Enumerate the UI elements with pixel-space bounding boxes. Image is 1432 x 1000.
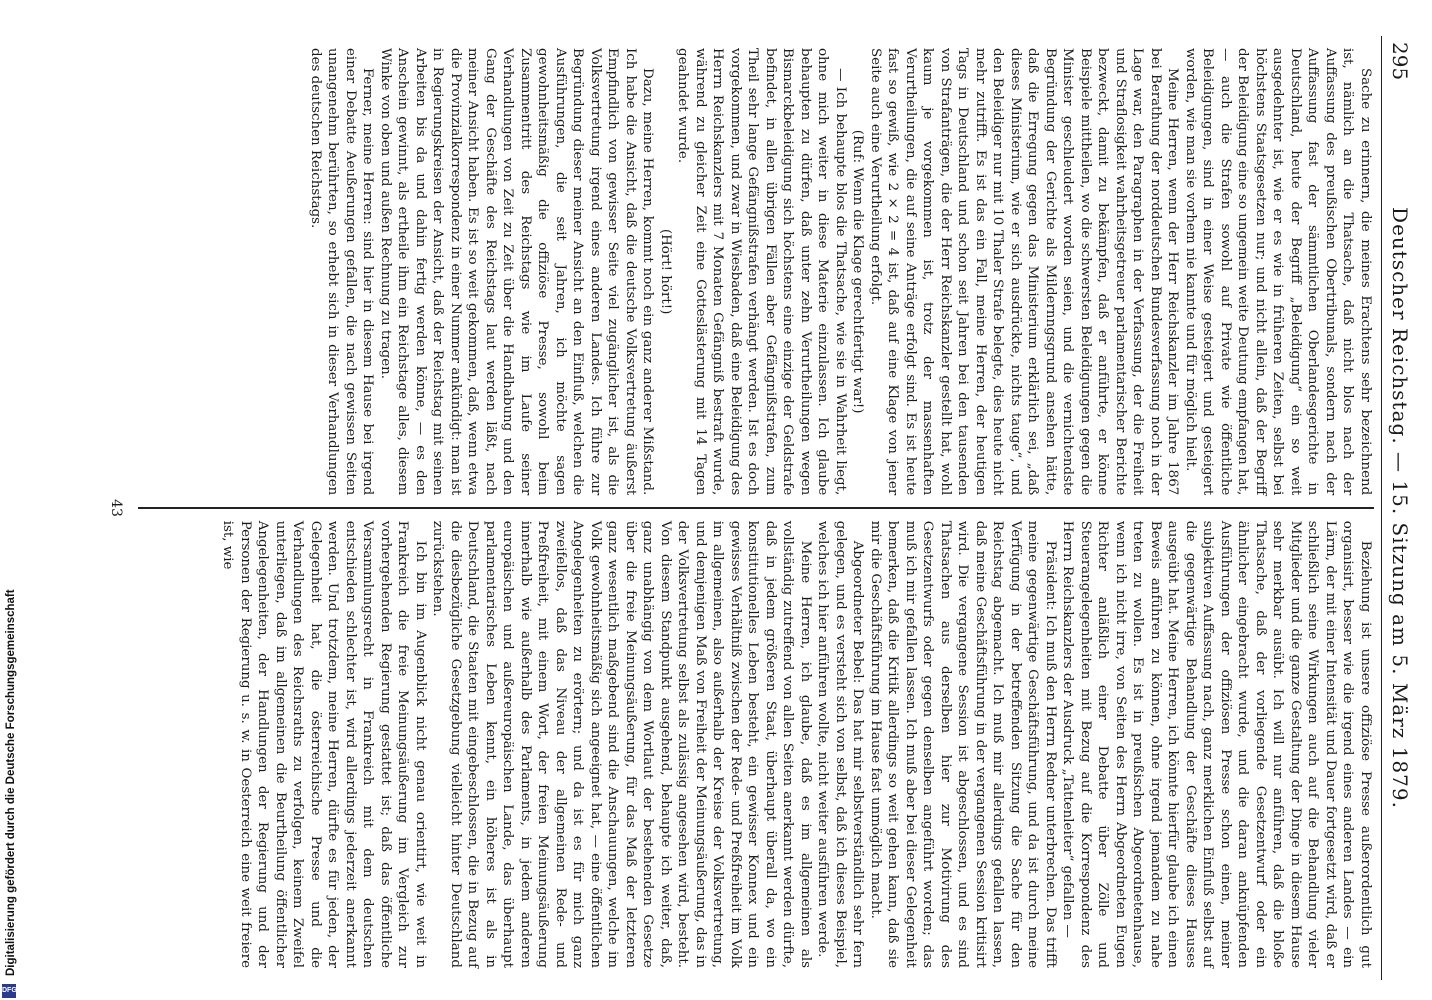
paragraph: Meine Herren, wenn der Herr Reichskanzler im Jahre 1867 bei Berathung der norddeutschen Bundesverfassung noch in der Lage war, den Paragraphen in der Verfassung, der die Freiheit und Straflosigkeit wahrheitsgetreuer parlamentarischer Berichte bezweckt, damit zu bekämpfen, daß er anführte, er könne Beispiele mittheilen, wo die schwersten Beleidigungen gegen die Minister geschleudert worden seien, und die vernichtendste Begründung der Gerichte als Mildernngsgrund ansehen hätte, daß die Erregung gegen das Ministerium erklärlich sei, „daß dieses Ministerium, wie er sich ausdrückte, nichts tauge“, und den Beleidiger nur mit 10 Thaler Strafe belegte, dies heute nicht mehr zutrifft. Es ist das ein Fall, meine Herren, der heutigen Tags in Deutschland und schon seit Jahren bei den tausenden von Strafanträgen, die der Herr Reichskanzler gestellt hat, wohl kaum je vorgekommen ist, trotz der massenhaften Verurtheilungen, die auf seine Anträge erfolgt sind. Es ist heute fast so gewiß, wie 2 × 2 = 4 ist, daß auf eine Klage von jener Seite auch eine Verurtheilung erfolgt. (868, 48, 1181, 496)
paragraph: Ich bin im Augenblick nicht genau orientirt, wie weit in Frankreich die freie Meinungsäußerung im Vergleich zur vorhergehenden Regierung gestattet ist; daß das öffentliche Versammlungsrecht in Frankreich mit dem deutschen entschieden schlechter ist, wird allerdings jederzeit anerkannt werden. Und trotzdem, meine Herren, dürfte es für jeden, der Gelegenheit hat, die österreichische Presse und die Verhandlungen des Reichsraths zu verfolgen, keinem Zweifel unterliegen, daß im allgemeinen die Beurtheilung öffentlicher Angelegenheiten, der Handlungen der Regierung und der Personen der Regierung u. s. w. in Oesterreich eine weit freiere ist, wie (220, 520, 428, 968)
paragraph: Abgeordneter Bebel: Das hat mir selbstverständlich sehr fern gelegen, und es versteht sich von selbst, daß ich dieses Beispiel, welches ich hier anführen wollte, nicht weiter ausführen werde. (815, 520, 866, 968)
digitization-note-text: Digitalisierung gefördert durch die Deutsche Forschungsgemeinschaft (5, 589, 17, 976)
text-columns (138, 36, 1374, 980)
rotated-document-page (68, 18, 1418, 998)
dfg-logo-icon: DFG (2, 984, 16, 998)
paragraph: Sache zu erinnern, die meines Erachtens sehr bezeichnend ist, nämlich an die Thatsache, daß nicht blos nach der Auffassung des preußischen Obertribunals, sondern nach der Auffassung fast der sämmtlichen Oberlandesgerichte in Deutschland, heute der Begriff „Beleidigung“ ein so weit ausgedehnter ist, wie er es wie in früheren Zeiten, selbst bei höchstens Staatsgesetzen nur; und nicht allein, daß der Begriff der Beleidigung eine so ungemein weite Deutung empfangen hat, — auch die Strafen sowohl auf Private wie öffentliche Beleidigungen, sind in einer Weise gesteigert und gesteigert worden, wie man sie vorhem nie kannte und für möglich hielt. (1183, 48, 1373, 496)
paragraph: Ferner, meine Herren: sind hier in diesem Hause bei irgend einer Debatte Aeußerungen gefallen, die nach gewissen Seiten unangenehm berührten, so erhebt sich in dieser Verhandlungen des deutschen Reichstags. (308, 48, 376, 496)
paragraph: Dazu, meine Herren, kommt noch ein ganz anderer Mißstand. Ich habe die Ansicht, daß die deutsche Volksvertretung äußerst Empfindlich von gewisser Seite viel zugänglicher ist, als die Volksvertretung irgend eines anderen Landes. Ich führe zur Begründung dieser meiner Ansicht an den Einfluß, welchen die Ausführungen, die seit Jahren, ich möchte sagen gewohnheitsmäßig die offiziöse Presse, sowohl beim Zusammentritt des Reichstags wie im Laufe seiner Verhandlungen von Zeit zu Zeit über die Handhabung und den Gang der Geschäfte des Reichstags laut werden läßt, nach meiner Ansicht haben. Es ist so weit gekommen, daß, wenn etwa die Provinzialkorrespondenz in einer Nummer ankündigt: man ist in Regierungskreisen der Ansicht, daß der Reichstag mit seinen Arbeiten bis da und dahin fertig werden könne, — es den Anschein gewinnt, als ertheile ihm ein Reichstage alles, diesem Winke von oben und außen Rechnung zu tragen. (378, 48, 656, 496)
sheet-number: 43 (108, 499, 124, 517)
page-header (1381, 36, 1418, 980)
digitization-note (4, 11, 18, 996)
paragraph: Präsident: Ich muß den Herrn Redner unterbrechen. Das trifft meine gegenwärtige Geschäftsführung, und da ist durch meine Verfügung in der betreffenden Sitzung die Sache für den Reichstag abgemacht. Ich muß mir allerdings gefallen lassen, daß meine Geschäftsführung in der vergangenen Session kritisirt wird. Die vergangene Session ist abgeschlossen, und es sind Thatsachen aus derselben hier zur Motivirung des Gesetzentwurfs oder gegen denselben angeführt worden; das muß ich mir gefallen lassen. Ich muß aber bei dieser Gelegenheit bemerken, daß die Kritik allerdings so weit gehen kann, daß sie mir die Geschäftsführung im Hause fast unmöglich macht. (868, 520, 1058, 968)
left-column (138, 36, 1374, 507)
running-title: Deutscher Reichstag. — 15. Sitzung am 5. März 1879. (1388, 207, 1412, 809)
paragraph: — Ich behaupte blos die Thatsache, wie sie in Wahrheit liegt, ohne mich weiter in diese Materie einzulassen. Ich glaube behaupten zu dürfen, daß unter zehn Verurtheilungen wegen Bismarckbeleidigung sich höchstens eine einzige der Geldstrafe befindet, in allen übrigen Fällen aber Gefängnißstrafen, zum Theil sehr lange Gefängnißstrafen verhängt werden. Ist es doch vorgekommen, und zwar in Wiesbaden, daß eine Beleidigung des Herrn Reichskanzlers mit 7 Monaten Gefängniß bestraft wurde, während zu gleicher Zeit eine Gotteslästerung mit 14 Tagen geahndet wurde. (675, 48, 848, 496)
right-column (138, 509, 1374, 980)
interjection: (Hört! hört!) (658, 228, 673, 315)
paragraph: Meine Herren, ich glaube, daß es im allgemeinen als vollständig zutreffend von allen Seiten anerkannt werden dürfte, daß in jedem größeren Staat, überhaupt überall da, wo ein konstitutionelles Leben besteht, ein gewisser Konnex und ein gewisses Verhältniß zwischen der Rede- und Preßfreiheit im Volk im allgemeinen, also außerhalb der Kreise der Volksvertretung, und demjenigen Maß von Freiheit der Meinungsäußerung, das in der Volksvertretung selbst als zulässig angesehen wird, besteht. Von diesem Standpunkt ausgehend, behaupte ich weiter, daß, ganz unabhängig von dem Wortlaut der bestehenden Gesetze über die freie Meinungsäußerung, für das Maß der letzteren ganz wesentlich maßgebend sind die Anschauungen, welche im Volk gewohnheitsmäßig sich angeeignet hat, — eine öffentlichen Angelegenheiten zu erörtern; und da ist es für mich ganz zweifellos, daß das Niveau der allgemeinen Rede- und Preßfreiheit, mit einem Wort, der freien Meinungsäußerung innerhalb wie außerhalb des Parlaments, in jedem anderen europäischen und außereuropäischen Lande, das überhaupt parlamentarisches Leben kennt, ein höheres ist als in Deutschland, die Staaten mit eingebeschlossen, die in Bezug auf die diesbezügliche Gesetzgebung vielleicht hinter Deutschland zurückstehen. (430, 520, 813, 968)
paragraph: Beziehung ist unsere offiziöse Presse außerordentlich gut organisirt, besser wie die irgend eines anderen Landes — ein Lärm, der mit einer Intensität und Dauer fortgesetzt wird, daß er schließlich seine Wirkungen auch auf die Behandlung vieler Mitglieder und die ganze Gestaltung der Dinge in diesem Hause sehr merkbar ausübt. Ich will nur anführen, daß die bloße Thatsache, daß der vorliegende Gesetzentwurf oder ein ähnlicher eingebracht wurde, und die daran anknüpfenden Ausführungen der offiziösen Presse schon einen, meiner subjektiven Auffassung nach, ganz merklichen Einfluß selbst auf die gegenwärtige Behandlung der Geschäfte dieses Hauses ausgeübt hat. Meine Herren, ich könnte hierfür glaube ich einen Beweis anführen zu können, ohne irgend jemandem zu nahe treten zu wollen. Es ist in preußischen Abgeordnetenhause, wenn ich nicht irre, von Seiten des Herrn Abgeordneten Eugen Richter anläßlich einer Debatte über Zölle und Steuerangelegenheiten mit Bezug auf die Korrespondenz des Herrn Reichskanzlers der Ausdruck „Tattenleiter“ gefallen — (1060, 520, 1373, 968)
interjection: (Ruf: Wenn die Klage gerechtfertigt war!) (850, 129, 866, 414)
page-number: 295 (1388, 42, 1412, 81)
